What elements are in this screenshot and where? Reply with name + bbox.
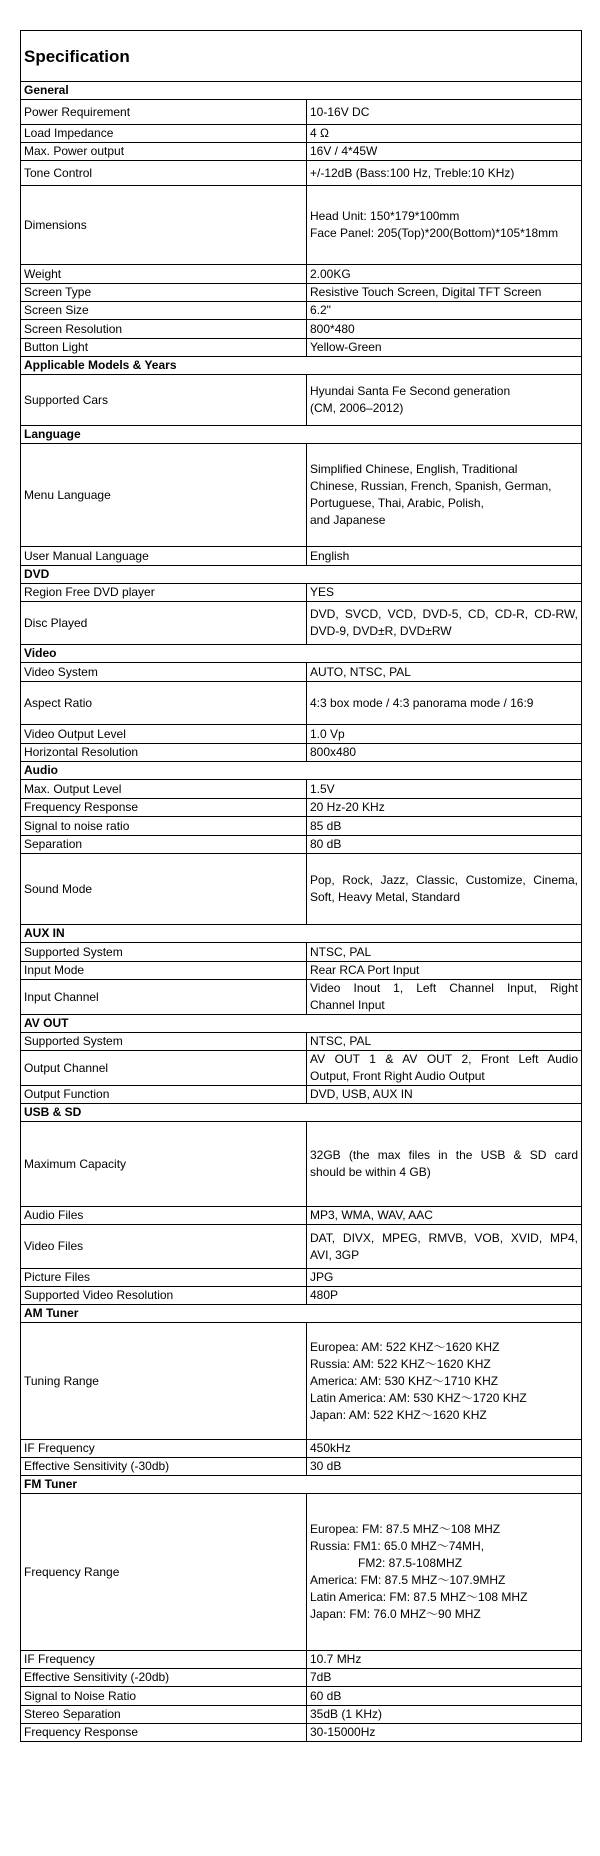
spec-value-line: Face Panel: 205(Top)*200(Bottom)*105*18mm [310, 226, 559, 240]
spec-value-line: JPG [310, 1270, 334, 1284]
spec-value-line: 60 dB [310, 1688, 342, 1703]
spec-value [307, 1086, 582, 1104]
page-title: Specification [21, 31, 582, 82]
section-label: General [21, 82, 582, 100]
spec-value [307, 1494, 582, 1651]
spec-key: IF Frequency [21, 1440, 307, 1458]
spec-value-line: Channel Input [310, 998, 385, 1012]
spec-key: Power Requirement [21, 100, 307, 125]
section-label: FM Tuner [21, 1476, 582, 1494]
spec-value [307, 1122, 582, 1207]
spec-value [307, 284, 582, 302]
spec-value-line: America: AM: 530 KHZ～1710 KHZ [310, 1373, 499, 1388]
spec-value [307, 1458, 582, 1476]
spec-value-line: FM2: 87.5-108MHZ [358, 1556, 463, 1570]
spec-row-if-frequency [21, 1651, 582, 1669]
spec-value [307, 186, 582, 265]
spec-value-line: 800*480 [310, 321, 355, 336]
spec-row-supported-system [21, 1033, 582, 1051]
section-header-usb-sd [21, 1104, 582, 1122]
spec-value-line: 80 dB [310, 837, 342, 851]
section-header-language [21, 426, 582, 444]
section-label: AV OUT [21, 1015, 582, 1033]
spec-value [307, 799, 582, 817]
spec-key: Horizontal Resolution [21, 744, 307, 762]
spec-key: Tuning Range [21, 1323, 307, 1440]
spec-value [307, 339, 582, 357]
section-label: Audio [21, 762, 582, 780]
spec-value-line: Latin America: AM: 530 KHZ～1720 KHZ [310, 1390, 527, 1405]
spec-value-line: 32GB (the max files in the USB & SD card [310, 1148, 578, 1162]
title-row [21, 31, 582, 82]
spec-value [307, 125, 582, 143]
spec-row-dimensions [21, 186, 582, 265]
section-header-audio [21, 762, 582, 780]
spec-value-line: America: FM: 87.5 MHZ～107.9MHZ [310, 1573, 506, 1587]
spec-row-user-manual-language [21, 547, 582, 566]
spec-key: Frequency Response [21, 799, 307, 817]
spec-key: Video System [21, 663, 307, 682]
spec-value [307, 1051, 582, 1086]
spec-value-line: 6.2" [310, 303, 331, 317]
spec-row-screen-resolution [21, 320, 582, 339]
spec-key: Disc Played [21, 602, 307, 645]
spec-row-supported-system [21, 943, 582, 962]
spec-value-line: Head Unit: 150*179*100mm [310, 209, 460, 223]
section-label: Applicable Models & Years [21, 357, 582, 375]
spec-value-line: 480P [310, 1288, 339, 1302]
spec-value-line: 20 Hz-20 KHz [310, 800, 385, 814]
spec-key: Supported Cars [21, 375, 307, 426]
spec-value-line: 85 dB [310, 818, 342, 833]
spec-row-frequency-range [21, 1494, 582, 1651]
spec-value [307, 1033, 582, 1051]
spec-key: Separation [21, 836, 307, 854]
spec-value-line: 16V / 4*45W [310, 144, 378, 158]
section-header-fm-tuner [21, 1476, 582, 1494]
section-header-aux-in [21, 925, 582, 943]
spec-value-line: 2.00KG [310, 266, 351, 281]
spec-value [307, 547, 582, 566]
spec-row-menu-language [21, 444, 582, 547]
spec-value-line: 4 Ω [310, 126, 329, 140]
spec-value [307, 444, 582, 547]
spec-value [307, 836, 582, 854]
spec-key: Picture Files [21, 1269, 307, 1287]
spec-value-line: Japan: FM: 76.0 MHZ～90 MHZ [310, 1607, 481, 1621]
spec-value-line: Soft, Heavy Metal, Standard [310, 890, 461, 904]
spec-row-load-impedance [21, 125, 582, 143]
spec-key: Menu Language [21, 444, 307, 547]
spec-value [307, 1706, 582, 1724]
spec-row-effective-sensitivity-20db [21, 1669, 582, 1687]
spec-row-output-function [21, 1086, 582, 1104]
spec-row-region-free-dvd-player [21, 584, 582, 602]
spec-value [307, 143, 582, 161]
spec-value-line: AV OUT 1 & AV OUT 2, Front Left Audio [310, 1052, 578, 1066]
spec-row-disc-played [21, 602, 582, 645]
section-header-dvd [21, 566, 582, 584]
spec-row-signal-to-noise-ratio [21, 1687, 582, 1706]
spec-value [307, 1440, 582, 1458]
spec-key: Audio Files [21, 1207, 307, 1225]
spec-value [307, 375, 582, 426]
section-label: AM Tuner [21, 1305, 582, 1323]
spec-value-line: DVD, USB, AUX IN [310, 1087, 413, 1101]
spec-value-line: MP3, WMA, WAV, AAC [310, 1208, 433, 1222]
spec-value-line: DVD-9, DVD±R, DVD±RW [310, 624, 452, 638]
spec-key: Button Light [21, 339, 307, 357]
spec-value [307, 1669, 582, 1687]
spec-value-line: Russia: AM: 522 KHZ～1620 KHZ [310, 1356, 491, 1371]
spec-row-video-system [21, 663, 582, 682]
spec-row-input-mode [21, 962, 582, 980]
spec-row-screen-size [21, 302, 582, 320]
spec-value [307, 663, 582, 682]
spec-row-supported-video-resolution [21, 1287, 582, 1305]
spec-key: Signal to Noise Ratio [21, 1687, 307, 1706]
spec-value-line: Europea: AM: 522 KHZ～1620 KHZ [310, 1339, 500, 1354]
spec-value [307, 962, 582, 980]
spec-value-line: 7dB [310, 1670, 332, 1684]
spec-value-line: AVI, 3GP [310, 1247, 360, 1262]
spec-value-line: Chinese, Russian, French, Spanish, German, [310, 479, 552, 493]
spec-value [307, 265, 582, 284]
spec-key: Dimensions [21, 186, 307, 265]
spec-row-power-requirement [21, 100, 582, 125]
spec-value [307, 682, 582, 725]
section-label: Video [21, 645, 582, 663]
spec-value [307, 602, 582, 645]
spec-row-tuning-range [21, 1323, 582, 1440]
spec-key: Effective Sensitivity (-20db) [21, 1669, 307, 1687]
spec-key: Screen Resolution [21, 320, 307, 339]
spec-row-stereo-separation [21, 1706, 582, 1724]
spec-row-screen-type [21, 284, 582, 302]
spec-value [307, 780, 582, 799]
section-header-am-tuner [21, 1305, 582, 1323]
spec-value-line: Output, Front Right Audio Output [310, 1069, 485, 1083]
spec-row-weight [21, 265, 582, 284]
spec-key: Frequency Range [21, 1494, 307, 1651]
spec-value [307, 584, 582, 602]
spec-value-line: 30 dB [310, 1459, 342, 1473]
spec-row-output-channel [21, 1051, 582, 1086]
section-header-applicable-models-years [21, 357, 582, 375]
spec-value-line: and Japanese [310, 513, 386, 527]
spec-value-line: Resistive Touch Screen, Digital TFT Screen [310, 285, 542, 299]
spec-row-horizontal-resolution [21, 744, 582, 762]
spec-value [307, 320, 582, 339]
spec-key: Screen Type [21, 284, 307, 302]
spec-value-line: Hyundai Santa Fe Second generation [310, 384, 511, 398]
spec-row-frequency-response [21, 799, 582, 817]
spec-key: Screen Size [21, 302, 307, 320]
spec-value-line: 450kHz [310, 1441, 351, 1455]
section-label: AUX IN [21, 925, 582, 943]
section-header-general [21, 82, 582, 100]
spec-value [307, 1207, 582, 1225]
spec-value-line: 1.0 Vp [310, 726, 345, 741]
spec-key: Tone Control [21, 161, 307, 186]
spec-key: Video Output Level [21, 725, 307, 744]
spec-value-line: Russia: FM1: 65.0 MHZ～74MH, [310, 1539, 485, 1553]
spec-key: Video Files [21, 1225, 307, 1269]
spec-key: Input Mode [21, 962, 307, 980]
spec-key: Load Impedance [21, 125, 307, 143]
spec-row-max-output-level [21, 780, 582, 799]
section-header-video [21, 645, 582, 663]
spec-row-sound-mode [21, 854, 582, 925]
spec-value [307, 161, 582, 186]
spec-value-line: should be within 4 GB) [310, 1165, 431, 1179]
spec-value [307, 302, 582, 320]
spec-value [307, 817, 582, 836]
spec-value-line: +/-12dB (Bass:100 Hz, Treble:10 KHz) [310, 165, 515, 180]
spec-key: Maximum Capacity [21, 1122, 307, 1207]
spec-value-line: Simplified Chinese, English, Traditional [310, 462, 518, 476]
spec-value-line: 10-16V DC [310, 104, 370, 119]
spec-row-tone-control [21, 161, 582, 186]
spec-value [307, 854, 582, 925]
spec-value-line: DAT, DIVX, MPEG, RMVB, VOB, XVID, MP4, [310, 1230, 578, 1245]
spec-value-line: Video Inout 1, Left Channel Input, Right [310, 981, 578, 995]
spec-value [307, 943, 582, 962]
spec-value [307, 1269, 582, 1287]
spec-row-aspect-ratio [21, 682, 582, 725]
section-label: Language [21, 426, 582, 444]
spec-value [307, 100, 582, 125]
spec-key: IF Frequency [21, 1651, 307, 1669]
spec-row-button-light [21, 339, 582, 357]
spec-key: Max. Power output [21, 143, 307, 161]
spec-row-audio-files [21, 1207, 582, 1225]
spec-value [307, 725, 582, 744]
spec-value [307, 1225, 582, 1269]
spec-key: Max. Output Level [21, 780, 307, 799]
spec-value-line: Latin America: FM: 87.5 MHZ～108 MHZ [310, 1590, 528, 1604]
spec-row-if-frequency [21, 1440, 582, 1458]
spec-key: Aspect Ratio [21, 682, 307, 725]
spec-key: Output Channel [21, 1051, 307, 1086]
spec-value-line: 800x480 [310, 745, 357, 759]
spec-key: User Manual Language [21, 547, 307, 566]
spec-value-line: 30-15000Hz [310, 1725, 376, 1739]
spec-row-separation [21, 836, 582, 854]
spec-key: Signal to noise ratio [21, 817, 307, 836]
spec-value-line: 4:3 box mode / 4:3 panorama mode / 16:9 [310, 695, 534, 710]
spec-row-input-channel [21, 980, 582, 1015]
spec-key: Supported System [21, 1033, 307, 1051]
spec-value [307, 1687, 582, 1706]
spec-row-signal-to-noise-ratio [21, 817, 582, 836]
spec-value-line: 35dB (1 KHz) [310, 1707, 383, 1721]
spec-row-max-power-output [21, 143, 582, 161]
spec-key: Supported Video Resolution [21, 1287, 307, 1305]
spec-value-line: DVD, SVCD, VCD, DVD-5, CD, CD-R, CD-RW, [310, 607, 578, 621]
spec-row-video-files [21, 1225, 582, 1269]
spec-value [307, 980, 582, 1015]
spec-row-frequency-response [21, 1724, 582, 1742]
spec-value-line: Europea: FM: 87.5 MHZ～108 MHZ [310, 1522, 501, 1536]
spec-value [307, 1287, 582, 1305]
spec-value-line: AUTO, NTSC, PAL [310, 664, 411, 679]
spec-key: Frequency Response [21, 1724, 307, 1742]
spec-key: Supported System [21, 943, 307, 962]
spec-value-line: (CM, 2006–2012) [310, 401, 404, 415]
spec-key: Weight [21, 265, 307, 284]
spec-value [307, 1323, 582, 1440]
spec-value-line: YES [310, 585, 335, 599]
spec-value-line: Rear RCA Port Input [310, 963, 420, 977]
spec-row-supported-cars [21, 375, 582, 426]
spec-value-line: Portuguese, Thai, Arabic, Polish, [310, 496, 484, 510]
spec-row-maximum-capacity [21, 1122, 582, 1207]
spec-value-line: Yellow-Green [310, 340, 382, 354]
spec-key: Region Free DVD player [21, 584, 307, 602]
spec-value-line: Japan: AM: 522 KHZ～1620 KHZ [310, 1407, 487, 1422]
spec-row-picture-files [21, 1269, 582, 1287]
spec-value [307, 1724, 582, 1742]
spec-row-effective-sensitivity-30db [21, 1458, 582, 1476]
spec-value [307, 1651, 582, 1669]
spec-key: Effective Sensitivity (-30db) [21, 1458, 307, 1476]
spec-value-line: Pop, Rock, Jazz, Classic, Customize, Cinema, [310, 873, 578, 887]
spec-key: Input Channel [21, 980, 307, 1015]
spec-row-video-output-level [21, 725, 582, 744]
spec-value-line: 1.5V [310, 781, 335, 796]
spec-key: Output Function [21, 1086, 307, 1104]
spec-value-line: 10.7 MHz [310, 1652, 362, 1666]
spec-value [307, 744, 582, 762]
section-label: USB & SD [21, 1104, 582, 1122]
section-header-av-out [21, 1015, 582, 1033]
spec-value-line: NTSC, PAL [310, 1034, 372, 1048]
section-label: DVD [21, 566, 582, 584]
specification-table [20, 30, 582, 1742]
spec-value-line: NTSC, PAL [310, 944, 372, 959]
spec-key: Sound Mode [21, 854, 307, 925]
spec-value-line: English [310, 548, 350, 563]
spec-key: Stereo Separation [21, 1706, 307, 1724]
